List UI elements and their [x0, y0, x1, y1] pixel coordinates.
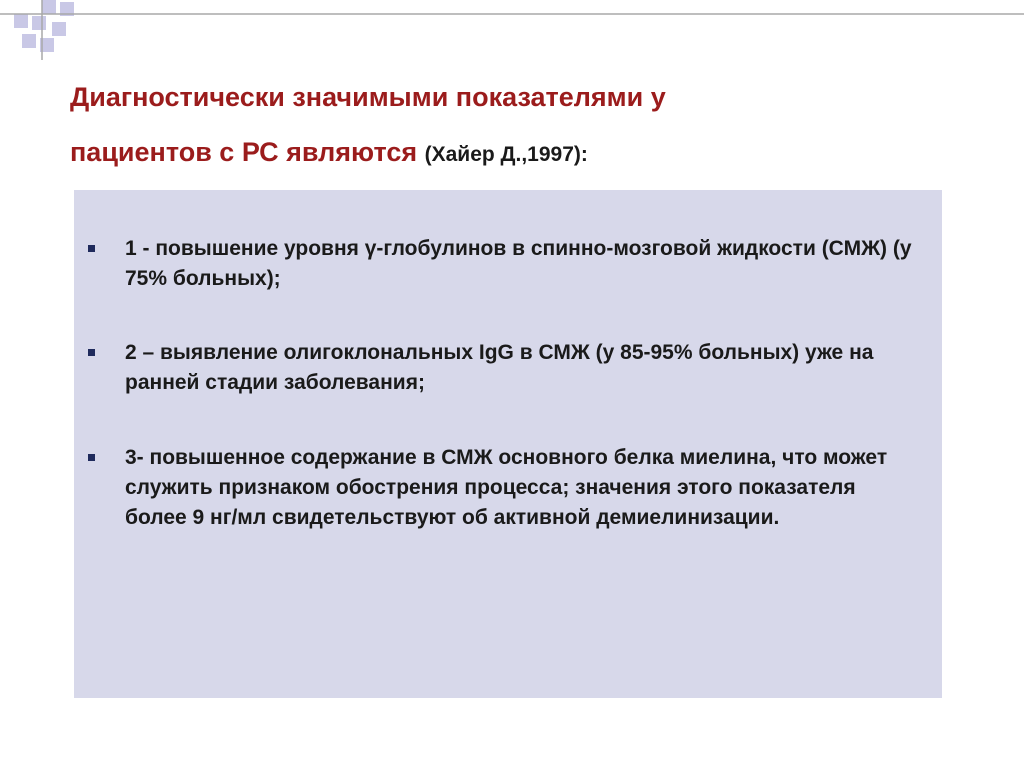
slide-title: [70, 70, 950, 182]
list-item-text: 3- повышенное содержание в СМЖ основного белка миелина, что может служить признаком обострения процесса; значения этого показателя более 9 нг/мл свидетельствуют об активной демиелинизации.: [125, 446, 888, 529]
title-citation: (Хайер Д.,1997):: [424, 143, 588, 166]
list-item-text: 1 - повышение уровня γ-глобулинов в спинно-мозговой жидкости (СМЖ) (у 75% больных);: [125, 237, 912, 290]
square-bullet-icon: [88, 245, 95, 252]
title-line-2: [70, 125, 950, 182]
list-item: [88, 338, 918, 398]
title-line-1: Диагностически значимыми показателями у: [70, 82, 666, 112]
corner-squares-decoration: [0, 0, 1024, 60]
content-panel: [74, 190, 942, 698]
square-bullet-icon: [88, 349, 95, 356]
square-bullet-icon: [88, 454, 95, 461]
list-item: [88, 443, 918, 533]
list-item-text: 2 – выявление олигоклональных IgG в СМЖ (у 85-95% больных) уже на ранней стадии заболевания;: [125, 341, 874, 394]
list-item: [88, 234, 918, 294]
title-line-2-text: пациентов с РС являются: [70, 137, 418, 167]
